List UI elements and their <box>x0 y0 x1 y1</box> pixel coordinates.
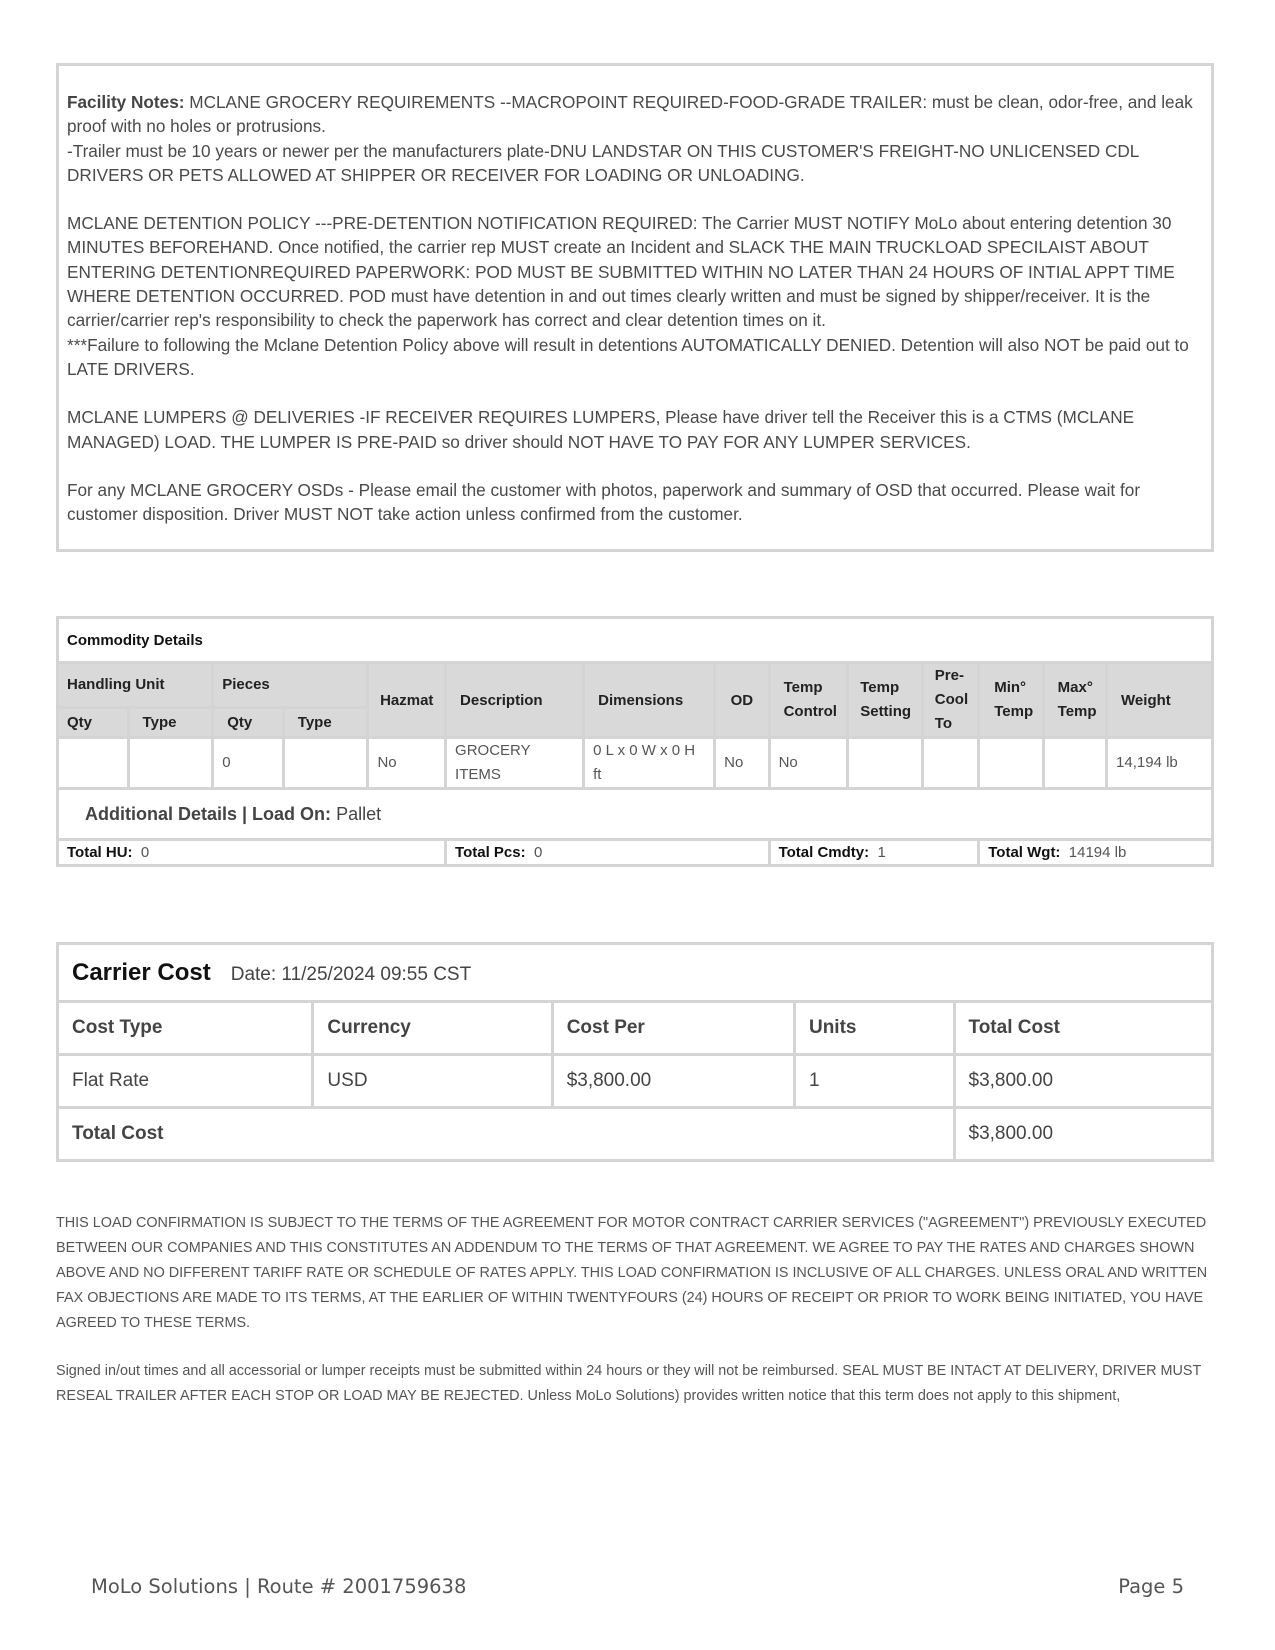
total-cost-value: $3,800.00 <box>954 1108 1213 1161</box>
header-precool <box>922 663 978 738</box>
carrier-cost-header <box>58 944 1213 1002</box>
cell-dimensions <box>584 738 715 789</box>
additional-details <box>58 789 1213 840</box>
additional-details-value: Pallet <box>336 803 382 824</box>
cell-od: No <box>715 738 769 789</box>
total-cmdty <box>769 840 979 866</box>
cost-row-type: Flat Rate <box>58 1055 313 1108</box>
header-temp-setting <box>848 663 923 738</box>
header-min-temp <box>979 663 1043 738</box>
header-temp-setting-line2: Setting <box>860 703 912 720</box>
commodity-row <box>58 738 1213 789</box>
header-precool-line1: Pre- <box>934 667 964 684</box>
total-wgt-label: Total Wgt: <box>988 844 1061 861</box>
total-hu-label: Total HU: <box>67 844 133 861</box>
additional-details-label: Additional Details | Load On: <box>85 803 332 824</box>
facility-notes-box <box>56 63 1214 552</box>
cost-row-cost-per: $3,800.00 <box>552 1055 794 1108</box>
header-hazmat: Hazmat <box>368 663 446 738</box>
facility-notes-intro <box>67 90 1203 187</box>
facility-notes-intro-text: MCLANE GROCERY REQUIREMENTS --MACROPOINT REQUIRED-FOOD-GRADE TRAILER: must be clean, odor-free, and leak proof with no holes or protrusions. -Trailer must be 10 years or newer per the manufacturers plate-DNU LANDSTAR ON THIS CUSTOMER'S FREIGHT-NO UNLICENSED CDL DRIVERS OR PETS ALLOWED AT SHIPPER OR RECEIVER FOR LOADING OR UNLOADING. <box>67 92 1193 185</box>
cell-hu-qty <box>58 738 129 789</box>
header-od: OD <box>715 663 769 738</box>
col-cost-per: Cost Per <box>552 1002 794 1055</box>
carrier-cost-title: Carrier Cost <box>72 958 211 986</box>
cell-description-line1: GROCERY <box>455 742 531 759</box>
header-hu-qty: Qty <box>58 707 129 737</box>
header-precool-line3: To <box>934 715 953 732</box>
osd-text: For any MCLANE GROCERY OSDs - Please email the customer with photos, paperwork and summary of OSD that occurred. Please wait for customer disposition. Driver MUST NOT take action unless confirmed from the customer. <box>67 479 1141 525</box>
cell-description-line2: ITEMS <box>455 766 501 783</box>
header-temp-control-line2: Control <box>783 703 837 720</box>
total-pcs-value: 0 <box>533 844 543 861</box>
cell-hu-type <box>128 738 213 789</box>
header-min-temp-line1: Min° <box>994 679 1027 696</box>
header-precool-line2: Cool <box>934 691 969 708</box>
carrier-cost-table <box>56 942 1214 1162</box>
lumpers-text: MCLANE LUMPERS @ DELIVERIES -IF RECEIVER REQUIRES LUMPERS, Please have driver tell the Receiver this is a CTMS (MCLANE MANAGED) LOAD. THE LUMPER IS PRE-PAID so driver should NOT HAVE TO PAY FOR ANY LUMPER SERVICES. <box>67 407 1135 452</box>
cost-row-total: $3,800.00 <box>954 1055 1213 1108</box>
header-dimensions: Dimensions <box>584 663 715 738</box>
header-pc-qty: Qty <box>213 707 284 737</box>
header-temp-control-line1: Temp <box>783 679 823 696</box>
cell-pc-type <box>283 738 368 789</box>
cell-temp-control: No <box>769 738 848 789</box>
cell-dimensions-line2: ft <box>593 766 602 783</box>
header-pieces: Pieces <box>213 663 368 708</box>
header-temp-control <box>769 663 848 738</box>
col-total-cost: Total Cost <box>954 1002 1213 1055</box>
cell-max-temp <box>1043 738 1106 789</box>
footer-route: MoLo Solutions | Route # 2001759638 <box>91 1575 467 1598</box>
terms-paragraph: THIS LOAD CONFIRMATION IS SUBJECT TO THE TERMS OF THE AGREEMENT FOR MOTOR CONTRACT CARRIER SERVICES ("AGREEMENT") PREVIOUSLY EXECUTED BETWEEN OUR COMPANIES AND THIS CONSTITUTES AN ADDENDUM TO THE TERMS OF THAT AGREEMENT. WE AGREE TO PAY THE RATES AND CHARGES SHOWN ABOVE AND NO DIFFERENT TARIFF RATE OR SCHEDULE OF RATES APPLY. THIS LOAD CONFIRMATION IS INCLUSIVE OF ALL CHARGES. UNLESS ORAL AND WRITTEN FAX OBJECTIONS ARE MADE TO ITS TERMS, AT THE EARLIER OF WITHIN TWENTYFOURS (24) HOURS OF RECEIPT OR PRIOR TO WORK BEING INITIATED, YOU HAVE AGREED TO THESE TERMS. <box>56 1215 1208 1331</box>
footer-page-number: Page 5 <box>1118 1575 1184 1598</box>
cell-weight: 14,194 lb <box>1107 738 1213 789</box>
facility-notes-label: Facility Notes: <box>67 92 185 112</box>
header-handling-unit: Handling Unit <box>58 663 213 708</box>
header-max-temp-line1: Max° <box>1057 679 1093 696</box>
cell-hazmat: No <box>368 738 446 789</box>
cell-precool <box>922 738 978 789</box>
header-weight: Weight <box>1107 663 1213 738</box>
total-pcs-label: Total Pcs: <box>455 844 526 861</box>
cell-description <box>446 738 584 789</box>
total-pcs <box>446 840 770 866</box>
signed-paragraph: Signed in/out times and all accessorial or lumper receipts must be submitted within 24 hours or they will not be reimbursed. SEAL MUST BE INTACT AT DELIVERY, DRIVER MUST RESEAL TRAILER AFTER EACH STOP OR LOAD MAY BE REJECTED. Unless MoLo Solutions) provides written notice that this term does not apply to this shipment, <box>56 1363 1202 1404</box>
col-units: Units <box>794 1002 954 1055</box>
total-wgt <box>979 840 1213 866</box>
header-max-temp-line2: Temp <box>1057 703 1097 720</box>
header-min-temp-line2: Temp <box>994 703 1034 720</box>
cost-row <box>58 1055 1213 1108</box>
total-cmdty-label: Total Cmdty: <box>778 844 870 861</box>
cell-temp-setting <box>848 738 923 789</box>
total-cost-label: Total Cost <box>58 1108 955 1161</box>
cost-row-currency: USD <box>313 1055 552 1108</box>
header-max-temp <box>1043 663 1106 738</box>
col-currency: Currency <box>313 1002 552 1055</box>
carrier-cost-date: Date: 11/25/2024 09:55 CST <box>230 963 472 985</box>
detention-policy-text: MCLANE DETENTION POLICY ---PRE-DETENTION NOTIFICATION REQUIRED: The Carrier MUST NOTIFY MoLo about entering detention 30 MINUTES BEFOREHAND. Once notified, the carrier rep MUST create an Incident and SLACK THE MAIN TRUCKLOAD SPECILAIST ABOUT ENTERING DETENTIONREQUIRED PAPERWORK: POD MUST BE SUBMITTED WITHIN NO LATER THAN 24 HOURS OF INTIAL APPT TIME WHERE DETENTION OCCURRED. POD must have detention in and out times clearly written and must be signed by shipper/receiver. It is the carrier/carrier rep's responsibility to check the paperwork has correct and clear detention times on it. ***Failure to following the Mclane Detention Policy above will result in detentions AUTOMATICALLY DENIED. Detention will also NOT be paid out to LATE DRIVERS. <box>67 213 1189 379</box>
commodity-details-table <box>56 616 1214 867</box>
header-description: Description <box>446 663 584 738</box>
col-cost-type: Cost Type <box>58 1002 313 1055</box>
header-temp-setting-line1: Temp <box>860 679 900 696</box>
cell-min-temp <box>979 738 1043 789</box>
commodity-details-title: Commodity Details <box>58 618 1213 663</box>
total-hu <box>58 840 446 866</box>
cell-dimensions-line1: 0 L x 0 W x 0 H <box>593 742 696 759</box>
total-hu-value: 0 <box>140 844 150 861</box>
cell-pc-qty: 0 <box>213 738 284 789</box>
cost-row-units: 1 <box>794 1055 954 1108</box>
header-hu-type: Type <box>128 707 213 737</box>
total-cmdty-value: 1 <box>877 844 886 861</box>
total-wgt-value: 14194 lb <box>1068 844 1127 861</box>
header-pc-type: Type <box>283 707 368 737</box>
